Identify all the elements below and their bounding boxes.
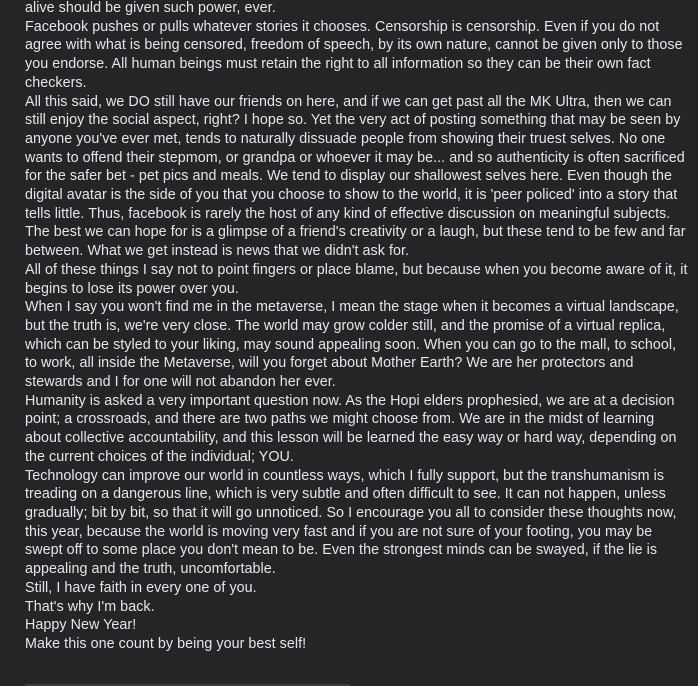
post-paragraph: Humanity is asked a very important question now. As the Hopi elders prophesied, we are at a decision point; a crossroads, and there are two paths we might choose from. We are in the midst of learning about collective accountability, and this lesson will be learned the easy way or hard way, depending on the current choices of the individual; YOU. <box>25 392 677 465</box>
post-paragraph: Happy New Year! <box>25 617 137 634</box>
post-paragraph: When I say you won't find me in the metaverse, I mean the stage when it becomes a virtual landscape, but the truth is, we're very close. The world may grow colder still, and the promise of a virtual replica, which can be styled to your liking, may sound appealing soon. When you can go to the mall, to school, to work, all inside the Metaverse, will you forget about Mother Earth? We are her protectors and stewards and I for one will not abandon her ever. <box>25 299 679 391</box>
post-paragraph: Still, I have faith in every one of you. <box>25 579 257 596</box>
post-text <box>25 0 690 654</box>
post-paragraph: alive should be given such power, ever. <box>25 0 276 16</box>
post-paragraph: That's why I'm back. <box>25 598 155 615</box>
post-paragraph: Make this one count by being your best self! <box>25 635 307 652</box>
post-paragraph: All of these things I say not to point fingers or place blame, but because when you become aware of it, it begins to lose its power over you. <box>25 261 688 297</box>
post-paragraph: Facebook pushes or pulls whatever stories it chooses. Censorship is censorship. Even if you do not agree with what is being censored, freedom of speech, by its own nature, cannot be given only to those you endorse. All human beings must retain the right to all information so they can be their own fact checkers. <box>25 18 683 91</box>
post-paragraph: Technology can improve our world in countless ways, which I fully support, but the transhumanism is treading on a dangerous line, which is very subtle and often difficult to see. It can not happen, unless gradually; bit by bit, so that it will go unnoticed. So I encourage you all to consider these thoughts now, this year, because the world is moving very fast and if you are not sure of your footing, you may be swept off to some place you don't mean to be. Even the strongest minds can be swayed, if the lie is appealing and the truth, uncomfortable. <box>25 467 677 578</box>
post-paragraph: All this said, we DO still have our friends on here, and if we can get past all the MK Ultra, then we can still enjoy the social aspect, right? I hope so. Yet the very act of posting something that may be seen by anyone you've ever met, tends to naturally dissuade people from showing their truest selves. No one wants to offend their stepmom, or grandpa or whoever it may be... and so authenticity is often sacrificed for the safer bet - pet pics and meals. We tend to display our shallowest selves here. Even though the digital avatar is the side of you that you choose to show to the world, it is 'peer policed' into a story that tells little. Thus, facebook is rarely the host of any kind of effective discussion on meaningful subjects. The best we can hope for is a glimpse of a friend's creativity or a laugh, but these tend to be few and far between. What we get instead is news that we didn't ask for. <box>25 93 686 260</box>
